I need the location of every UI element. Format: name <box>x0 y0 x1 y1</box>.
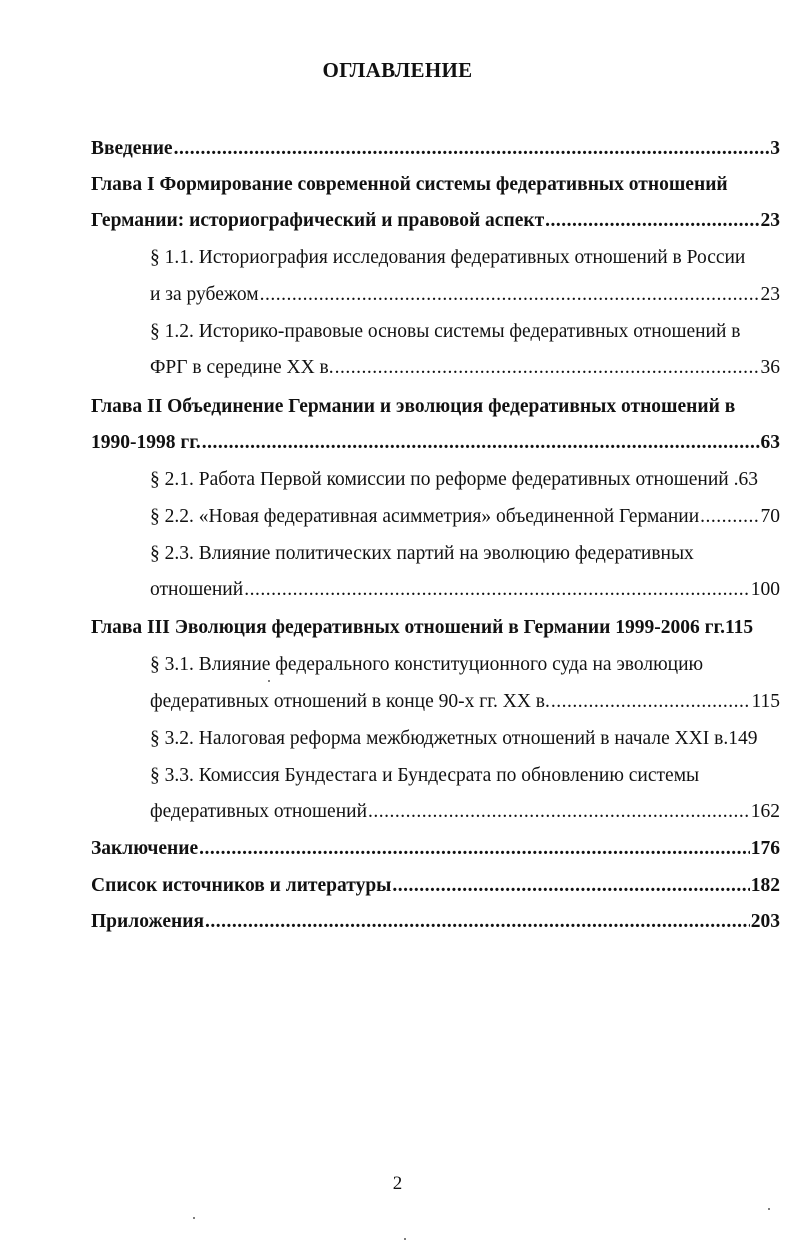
toc-page-number: 182 <box>750 875 780 896</box>
toc-section-3-3-line-2[interactable] <box>150 799 780 825</box>
toc-entry-label: § 2.1. Работа Первой комиссии по реформе федеративных отношений . <box>150 469 739 490</box>
dot-leader <box>244 577 750 603</box>
page-number: 2 <box>392 1173 403 1194</box>
toc-page-number: 23 <box>760 210 780 231</box>
dot-leader <box>260 282 760 308</box>
dot-leader <box>392 873 749 899</box>
toc-page-number: 176 <box>750 838 780 859</box>
toc-entry-label: Глава III Эволюция федеративных отношений в Германии 1999-2006 гг. <box>91 617 725 638</box>
scan-speck <box>193 1217 195 1219</box>
toc-page-number: 162 <box>750 801 780 822</box>
toc-page-number: 115 <box>751 691 780 712</box>
dot-leader <box>174 136 770 162</box>
toc-section-3-3-line-1[interactable] <box>150 763 699 789</box>
toc-entry-sources[interactable] <box>91 873 780 899</box>
toc-page-number: 149 <box>728 728 758 749</box>
toc-entry-label: § 3.3. Комиссия Бундестага и Бундесрата по обновлению системы <box>150 765 700 786</box>
toc-entry-label: Глава II Объединение Германии и эволюция федеративных отношений в <box>91 396 736 417</box>
toc-section-1-1-line-1[interactable] <box>150 245 745 271</box>
toc-entry-label: отношений <box>150 579 244 600</box>
toc-page-number: 70 <box>760 506 780 527</box>
scan-speck <box>404 1238 406 1240</box>
dot-leader <box>202 430 760 456</box>
toc-page-number: 36 <box>760 357 780 378</box>
toc-entry-label: § 1.2. Историко-правовые основы системы федеративных отношений в <box>150 321 741 342</box>
toc-chapter-2-line-2[interactable] <box>91 430 780 456</box>
toc-entry-label: § 3.1. Влияние федерального конституционного суда на эволюцию <box>150 654 704 675</box>
toc-section-2-2[interactable] <box>150 504 780 530</box>
scan-speck <box>268 680 270 682</box>
toc-section-2-3-line-2[interactable] <box>150 577 780 603</box>
dot-leader <box>545 208 759 234</box>
dot-leader <box>199 836 750 862</box>
toc-entry-label: федеративных отношений в конце 90-х гг. XX в. <box>150 691 550 712</box>
toc-entry-label: § 1.1. Историография исследования федеративных отношений в России <box>150 247 746 268</box>
toc-section-1-2-line-1[interactable] <box>150 319 741 345</box>
toc-chapter-1-line-2[interactable] <box>91 208 780 234</box>
toc-section-3-1-line-2[interactable] <box>150 689 780 715</box>
dot-leader <box>368 799 750 825</box>
toc-entry-label: Приложения <box>91 911 205 932</box>
page-title: ОГЛАВЛЕНИЕ <box>322 58 473 82</box>
toc-entry-conclusion[interactable] <box>91 836 780 862</box>
toc-section-2-3-line-1[interactable] <box>150 541 694 567</box>
toc-section-3-1-line-1[interactable] <box>150 652 703 678</box>
toc-page-number: 23 <box>760 284 780 305</box>
toc-section-1-2-line-2[interactable] <box>150 355 780 381</box>
dot-leader <box>700 504 759 530</box>
toc-entry-label: Заключение <box>91 838 199 859</box>
toc-page-number: 63 <box>738 469 758 490</box>
toc-chapter-2-line-1[interactable] <box>91 394 735 420</box>
toc-entry-appendix[interactable] <box>91 909 780 935</box>
toc-entry-label: § 2.2. «Новая федеративная асимметрия» объединенной Германии <box>150 506 700 527</box>
toc-entry-label: § 2.3. Влияние политических партий на эволюцию федеративных <box>150 543 694 564</box>
toc-entry-label: 1990-1998 гг. <box>91 432 201 453</box>
toc-entry-label: федеративных отношений <box>150 801 368 822</box>
dot-leader <box>335 355 760 381</box>
toc-page-number: 63 <box>760 432 780 453</box>
toc-section-3-2[interactable] <box>150 726 757 752</box>
toc-entry-label: § 3.2. Налоговая реформа межбюджетных отношений в начале XXI в. <box>150 728 729 749</box>
toc-section-1-1-line-2[interactable] <box>150 282 780 308</box>
toc-entry-label: и за рубежом <box>150 284 259 305</box>
toc-page-number: 115 <box>725 617 754 638</box>
toc-entry-label: Германии: историографический и правовой аспект <box>91 210 545 231</box>
toc-entry-label: Введение <box>91 138 173 159</box>
scan-speck <box>768 1208 770 1210</box>
toc-entry-label: Список источников и литературы <box>91 875 392 896</box>
dot-leader <box>551 689 751 715</box>
toc-entry-label: Глава I Формирование современной системы федеративных отношений <box>91 174 728 195</box>
toc-chapter-3[interactable] <box>91 615 753 641</box>
toc-page-number: 203 <box>750 911 780 932</box>
toc-section-2-1[interactable] <box>150 467 758 493</box>
toc-page-number: 100 <box>750 579 780 600</box>
toc-entry-introduction[interactable] <box>91 136 780 162</box>
dot-leader <box>205 909 750 935</box>
toc-page-number: 3 <box>770 138 780 159</box>
toc-chapter-1-line-1[interactable] <box>91 172 728 198</box>
toc-entry-label: ФРГ в середине XX в. <box>150 357 334 378</box>
